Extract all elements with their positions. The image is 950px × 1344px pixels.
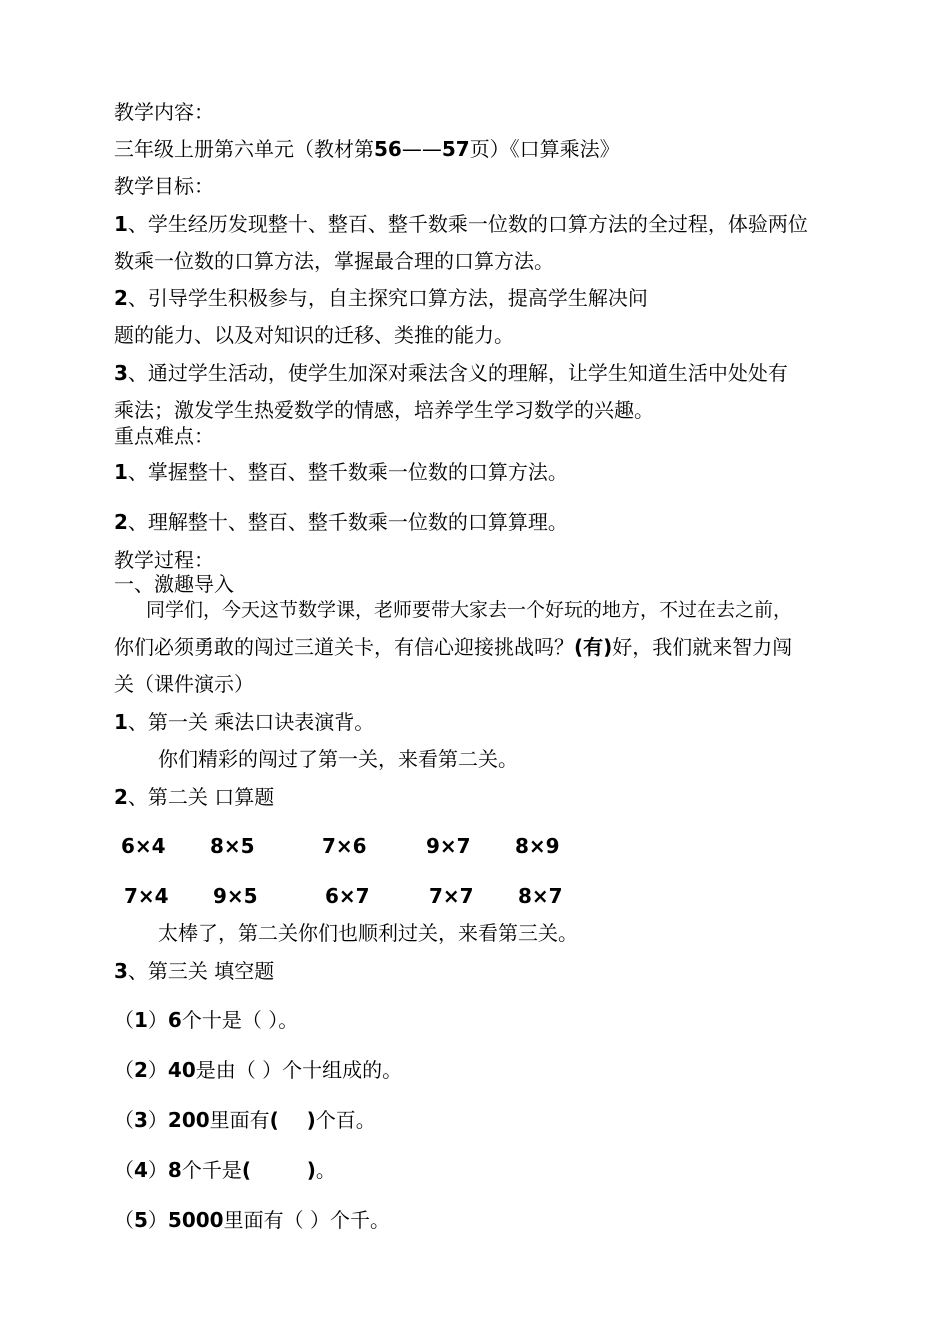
fill-item-2: （2）40是由（ ）个十组成的。	[114, 1058, 403, 1082]
calc-row-1	[0, 832, 950, 860]
goal-1-line-1: 1、学生经历发现整十、整百、整千数乘一位数的口算方法的全过程，体验两位	[114, 212, 808, 236]
calc-item: 9×5	[213, 884, 258, 908]
fill-item-4: （4）8个千是( )。	[114, 1158, 336, 1182]
fill-item-3: （3）200里面有( )个百。	[114, 1108, 376, 1132]
calc-item: 9×7	[426, 834, 471, 858]
goal-2-line-2: 题的能力、以及对知识的迁移、类推的能力。	[114, 323, 514, 347]
heading-content: 教学内容：	[114, 100, 214, 124]
level-2: 2、第二关 口算题	[114, 785, 275, 809]
goal-3-line-1: 3、通过学生活动，使学生加深对乘法含义的理解，让学生知道生活中处处有	[114, 361, 788, 385]
calc-item: 6×4	[121, 834, 166, 858]
level-3: 3、第三关 填空题	[114, 959, 275, 983]
calc-row-2	[0, 882, 950, 910]
calc-item: 6×7	[325, 884, 370, 908]
fill-item-5: （5）5000里面有（ ）个千。	[114, 1208, 390, 1232]
calc-item: 7×7	[429, 884, 474, 908]
calc-item: 8×7	[518, 884, 563, 908]
goal-2-line-1: 2、引导学生积极参与，自主探究口算方法，提高学生解决问	[114, 286, 648, 310]
goal-1-line-2: 数乘一位数的口算方法，掌握最合理的口算方法。	[114, 249, 554, 273]
intro-line-3: 关（课件演示）	[114, 672, 254, 696]
heading-goals: 教学目标：	[114, 174, 214, 198]
unit-line: 三年级上册第六单元（教材第56——57页）《口算乘法》	[114, 137, 620, 161]
goal-3-line-2: 乘法；激发学生热爱数学的情感，培养学生学习数学的兴趣。	[114, 398, 654, 422]
heading-process: 教学过程：	[114, 548, 214, 572]
calc-item: 8×9	[515, 834, 560, 858]
key-point-2: 2、理解整十、整百、整千数乘一位数的口算算理。	[114, 510, 568, 534]
calc-item: 7×4	[124, 884, 169, 908]
intro-line-1: 同学们，今天这节数学课，老师要带大家去一个好玩的地方，不过在去之前，	[146, 599, 793, 621]
section-one-title: 一、激趣导入	[114, 572, 234, 596]
level-2-done: 太棒了，第二关你们也顺利过关，来看第三关。	[158, 921, 578, 945]
level-1-done: 你们精彩的闯过了第一关，来看第二关。	[158, 747, 518, 771]
intro-line-2: 你们必须勇敢的闯过三道关卡，有信心迎接挑战吗？(有)好，我们就来智力闯	[114, 635, 793, 659]
fill-item-1: （1）6个十是（ ）。	[114, 1008, 299, 1032]
heading-key-points: 重点难点：	[114, 424, 214, 448]
key-point-1: 1、掌握整十、整百、整千数乘一位数的口算方法。	[114, 460, 568, 484]
level-1: 1、第一关 乘法口诀表演背。	[114, 710, 375, 734]
calc-item: 8×5	[210, 834, 255, 858]
calc-item: 7×6	[322, 834, 367, 858]
